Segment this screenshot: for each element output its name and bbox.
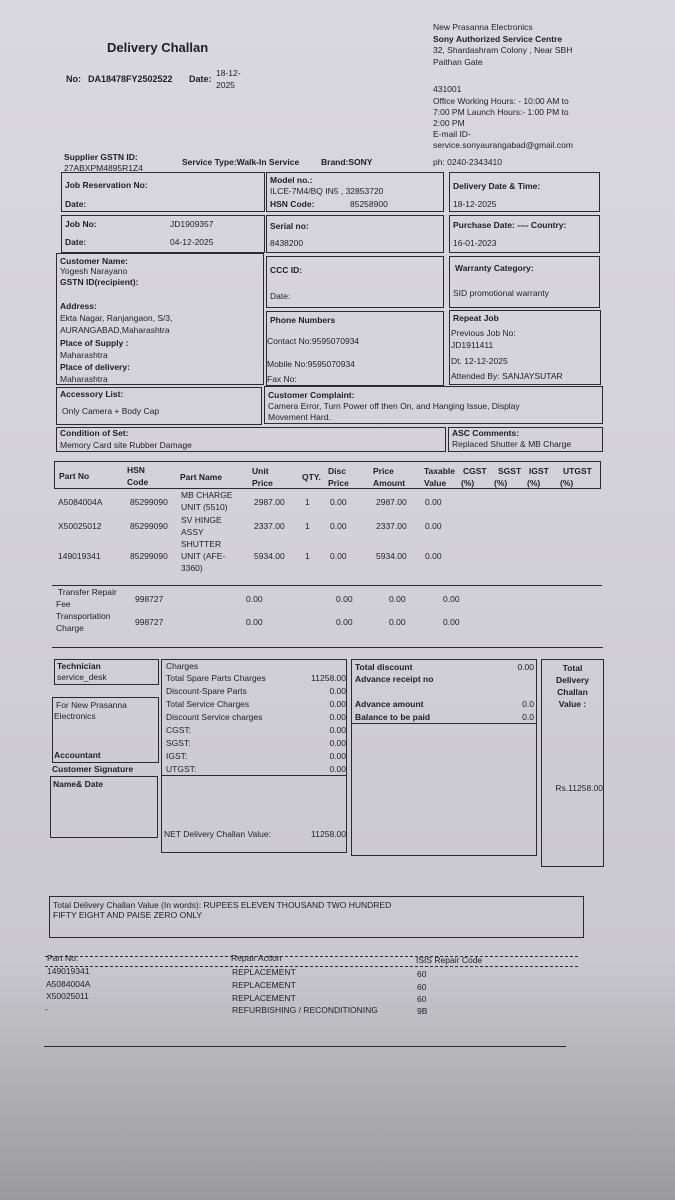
part-name-cell-2: UNIT (5510) <box>181 502 228 512</box>
col-sgst-1: SGST <box>498 466 522 476</box>
hsn-value: 85258900 <box>350 199 388 209</box>
amount-cell: 2337.00 <box>376 521 407 531</box>
col-disc-1: Disc <box>328 466 346 476</box>
hsn-cell: 85299090 <box>130 521 168 531</box>
taxable-cell: 0.00 <box>425 551 442 561</box>
repair-part-no: 149019341 <box>47 966 90 976</box>
repair-code: 60 <box>417 969 427 979</box>
document-title: Delivery Challan <box>107 40 209 55</box>
payment-divider <box>351 723 537 724</box>
footer-divider <box>44 1046 566 1047</box>
place-of-supply-label: Place of Supply : <box>60 338 129 348</box>
charges-divider <box>161 775 347 776</box>
col-utgst-1: UTGST <box>563 466 592 476</box>
fee-value-1: 0.00 <box>246 617 263 627</box>
fee-name-1: Transfer Repair <box>58 587 117 597</box>
company-name: New Prasanna Electronics <box>433 22 533 32</box>
serial-label: Serial no: <box>270 221 309 231</box>
complaint-label: Customer Complaint: <box>268 390 355 400</box>
balance-value: 0.0 <box>522 712 534 722</box>
fee-name-2: Fee <box>56 599 71 609</box>
brand: Brand:SONY <box>321 157 373 167</box>
ccc-date-label: Date: <box>270 291 291 301</box>
asc-comments-value: Replaced Shutter & MB Charge <box>452 439 572 449</box>
col-price-1: Price <box>373 466 394 476</box>
purchase-label: Purchase Date: ---- Country: <box>453 220 567 230</box>
part-name-cell-2: UNIT (AFE- <box>181 551 226 561</box>
col-igst-2: (%) <box>527 478 541 488</box>
challan-no-label: No: <box>66 74 81 84</box>
repair-code: 60 <box>417 994 427 1004</box>
divider <box>52 647 603 648</box>
repair-code: 60 <box>417 982 427 992</box>
phone-number: ph: 0240-2343410 <box>433 157 503 167</box>
col-disc-2: Price <box>328 478 349 488</box>
part-name-cell-3: 3360) <box>181 563 203 573</box>
charge-label: Total Spare Parts Charges <box>166 673 266 683</box>
delivery-datetime-value: 18-12-2025 <box>453 199 497 209</box>
col-hsn-1: HSN <box>127 465 145 475</box>
warranty-value: SID promotional warranty <box>453 288 549 298</box>
part-no-cell: 149019341 <box>58 551 101 561</box>
col-part-name: Part Name <box>180 472 223 482</box>
unit-price-cell: 2987.00 <box>254 497 285 507</box>
amount-in-words-line-1: Total Delivery Challan Value (In words): RUPEES ELEVEN THOUSAND TWO HUNDRED <box>53 900 392 910</box>
col-igst-1: IGST <box>529 466 549 476</box>
job-date-value: 04-12-2025 <box>170 237 214 247</box>
fee-value-3: 0.00 <box>389 617 406 627</box>
email-label: E-mail ID- <box>433 129 471 139</box>
divider <box>52 585 602 586</box>
technician-label: Technician <box>57 661 101 671</box>
delivery-datetime-label: Delivery Date & Time: <box>453 181 541 191</box>
charge-label: Discount-Spare Parts <box>166 686 247 696</box>
fee-value-2: 0.00 <box>336 617 353 627</box>
supplier-gstn-label: Supplier GSTN ID: <box>64 152 138 162</box>
repair-col-code: ISIS Repair Code <box>416 955 483 965</box>
challan-date-value-1: 18-12- <box>216 68 241 78</box>
job-date-label: Date: <box>65 237 87 247</box>
hsn-cell: 85299090 <box>130 551 168 561</box>
office-hours-1: Office Working Hours: - 10:00 AM to <box>433 96 569 106</box>
service-type: Service Type:Walk-In Service <box>182 157 300 167</box>
col-sgst-2: (%) <box>494 478 508 488</box>
col-utgst-2: (%) <box>560 478 574 488</box>
amount-in-words-line-2: FIFTY EIGHT AND PAISE ZERO ONLY <box>53 910 203 920</box>
charge-label: IGST: <box>166 751 188 761</box>
charge-value: 11258.00 <box>311 673 346 683</box>
accessory-value: Only Camera + Body Cap <box>62 406 160 416</box>
total-value-label-3: Challan <box>557 687 588 697</box>
phone-numbers-label: Phone Numbers <box>270 315 336 325</box>
charge-value: 0.00 <box>329 738 346 748</box>
advance-receipt-label: Advance receipt no <box>355 674 434 684</box>
col-price-2: Amount <box>373 478 406 488</box>
complaint-line-2: Movement Hard. <box>268 412 331 422</box>
net-value: 11258.00 <box>311 829 346 839</box>
service-centre-name: Sony Authorized Service Centre <box>433 34 563 44</box>
job-no-value: JD1909357 <box>170 219 214 229</box>
repair-header-top-line <box>45 956 578 957</box>
col-part-no: Part No <box>59 471 90 481</box>
repair-col-action: Repair Action <box>231 953 282 963</box>
asc-comments-label: ASC Comments: <box>452 428 520 438</box>
repair-part-no: X50025011 <box>46 991 89 1001</box>
place-of-delivery-value: Maharashtra <box>60 374 108 384</box>
fee-value-1: 0.00 <box>246 594 263 604</box>
disc-cell: 0.00 <box>330 521 347 531</box>
disc-cell: 0.00 <box>330 497 347 507</box>
technician-value: service_desk <box>57 672 107 682</box>
advance-amount-label: Advance amount <box>355 699 424 709</box>
complaint-line-1: Camera Error, Turn Power off then On, and Hanging Issue, Display <box>268 401 520 411</box>
qty-cell: 1 <box>305 551 310 561</box>
office-hours-3: 2:00 PM <box>433 118 465 128</box>
contact-no: Contact No:9595070934 <box>267 336 360 346</box>
office-hours-2: 7:00 PM Launch Hours:- 1:00 PM to <box>433 107 569 117</box>
balance-label: Balance to be paid <box>355 712 431 722</box>
customer-name-label: Customer Name: <box>60 256 129 266</box>
job-reservation-label: Job Reservation No: <box>65 180 148 190</box>
repair-col-part-no: Part No. <box>47 953 79 963</box>
qty-cell: 1 <box>305 521 310 531</box>
previous-job-value: JD1911411 <box>451 340 494 350</box>
name-date-label: Name& Date <box>53 779 104 789</box>
challan-date-value-2: 2025 <box>216 80 235 90</box>
purchase-value: 16-01-2023 <box>453 238 497 248</box>
job-reservation-date-label: Date: <box>65 199 87 209</box>
ccc-label: CCC ID: <box>270 265 303 275</box>
customer-name-value: Yogesh Narayano <box>60 266 128 276</box>
advance-amount-value: 0.0 <box>522 699 534 709</box>
col-taxable-2: Value <box>424 478 447 488</box>
fee-value-4: 0.00 <box>443 594 460 604</box>
fee-value-3: 0.00 <box>389 594 406 604</box>
charge-label: UTGST: <box>166 764 197 774</box>
charge-value: 0.00 <box>329 725 346 735</box>
company-address-1: 32, Shardashram Colony , Near SBH <box>433 45 573 55</box>
address-line-1: Ekta Nagar, Ranjangaon, S/3, <box>60 313 173 323</box>
col-cgst-1: CGST <box>463 466 487 476</box>
repair-action: REPLACEMENT <box>232 980 296 990</box>
fee-code: 998727 <box>135 617 164 627</box>
warranty-label: Warranty Category: <box>455 263 534 273</box>
part-name-cell-1: SV HINGE <box>181 515 222 525</box>
place-of-delivery-label: Place of delivery: <box>60 362 130 372</box>
place-of-supply-value: Maharashtra <box>60 350 108 360</box>
amount-cell: 5934.00 <box>376 551 407 561</box>
company-address-2: Paithan Gate <box>433 57 483 67</box>
amount-cell: 2987.00 <box>376 497 407 507</box>
charge-label: CGST: <box>166 725 192 735</box>
col-taxable-1: Taxable <box>424 466 456 476</box>
repair-part-no: A5084004A <box>46 979 91 989</box>
total-value-label-2: Delivery <box>555 675 590 685</box>
charge-value: 0.00 <box>329 699 346 709</box>
total-value-label-1: Total <box>562 663 583 673</box>
address-label: Address: <box>60 301 97 311</box>
charge-value: 0.00 <box>329 712 346 722</box>
charges-title: Charges <box>166 661 199 671</box>
col-unit-1: Unit <box>252 466 269 476</box>
for-company-line-1: For New Prasanna <box>56 700 127 710</box>
fax-no: Fax No: <box>267 374 297 384</box>
part-name-cell-1: MB CHARGE <box>181 490 233 500</box>
repair-part-no: - <box>45 1004 48 1014</box>
taxable-cell: 0.00 <box>425 521 442 531</box>
disc-cell: 0.00 <box>330 551 347 561</box>
col-hsn-2: Code <box>127 477 149 487</box>
condition-value: Memory Card site Rubber Damage <box>60 440 192 450</box>
repair-action: REFURBISHING / RECONDITIONING <box>232 1005 378 1015</box>
total-discount-value: 0.00 <box>517 662 534 672</box>
total-discount-label: Total discount <box>355 662 413 672</box>
repair-action: REPLACEMENT <box>232 993 296 1003</box>
charge-label: SGST: <box>166 738 191 748</box>
attended-by: Attended By: SANJAYSUTAR <box>451 371 563 381</box>
fee-name-1: Transportation <box>56 611 111 621</box>
model-value: ILCE-7M4/BQ IN5 , 32853720 <box>270 186 384 196</box>
total-value-amount: Rs.11258.00 <box>555 783 603 793</box>
charge-value: 0.00 <box>329 686 346 696</box>
charge-label: Discount Service charges <box>166 712 263 722</box>
part-name-cell-1: SHUTTER <box>181 539 222 549</box>
taxable-cell: 0.00 <box>425 497 442 507</box>
hsn-label: HSN Code: <box>270 199 315 209</box>
condition-label: Condition of Set: <box>60 428 129 438</box>
repeat-job-label: Repeat Job <box>453 313 499 323</box>
accountant-label: Accountant <box>54 750 101 760</box>
previous-job-label: Previous Job No: <box>451 328 516 338</box>
model-label: Model no.: <box>270 175 313 185</box>
challan-date-label: Date: <box>189 74 212 84</box>
part-no-cell: A5084004A <box>58 497 103 507</box>
challan-no-value: DA18478FY2502522 <box>88 74 173 84</box>
hsn-cell: 85299090 <box>130 497 168 507</box>
payment-box <box>351 659 537 856</box>
fee-value-4: 0.00 <box>443 617 460 627</box>
repair-code: 9B <box>417 1006 428 1016</box>
part-no-cell: X50025012 <box>58 521 102 531</box>
address-line-2: AURANGABAD,Maharashtra <box>60 325 170 335</box>
job-reservation-box <box>61 172 265 212</box>
part-name-cell-2: ASSY <box>181 527 204 537</box>
col-qty: QTY. <box>302 472 321 482</box>
unit-price-cell: 5934.00 <box>254 551 285 561</box>
qty-cell: 1 <box>305 497 310 507</box>
total-value-label-4: Value : <box>558 699 587 709</box>
charge-value: 0.00 <box>329 751 346 761</box>
supplier-gstn-value: 27ABXPM4895R1Z4 <box>64 163 143 173</box>
gstn-recipient-label: GSTN ID(recipient): <box>60 277 139 287</box>
ccc-box <box>266 256 444 308</box>
accessory-label: Accessory List: <box>60 389 124 399</box>
col-unit-2: Price <box>252 478 273 488</box>
company-pin: 431001 <box>433 84 462 94</box>
net-value-label: NET Delivery Challan Value: <box>164 829 271 839</box>
mobile-no: Mobile No:9595070934 <box>267 359 355 369</box>
charge-value: 0.00 <box>329 764 346 774</box>
customer-signature-label: Customer Signature <box>52 764 134 774</box>
fee-value-2: 0.00 <box>336 594 353 604</box>
repair-header-bottom-line <box>45 966 578 967</box>
fee-name-2: Charge <box>56 623 84 633</box>
fee-code: 998727 <box>135 594 164 604</box>
col-cgst-2: (%) <box>461 478 475 488</box>
unit-price-cell: 2337.00 <box>254 521 285 531</box>
serial-value: 8438200 <box>270 238 304 248</box>
repair-action: REPLACEMENT <box>232 967 296 977</box>
for-company-line-2: Electronics <box>54 711 96 721</box>
email-value: service.sonyaurangabad@gmail.com <box>433 140 573 150</box>
repeat-job-date: Dt. 12-12-2025 <box>451 356 508 366</box>
charge-label: Total Service Charges <box>166 699 250 709</box>
job-no-label: Job No: <box>65 219 97 229</box>
